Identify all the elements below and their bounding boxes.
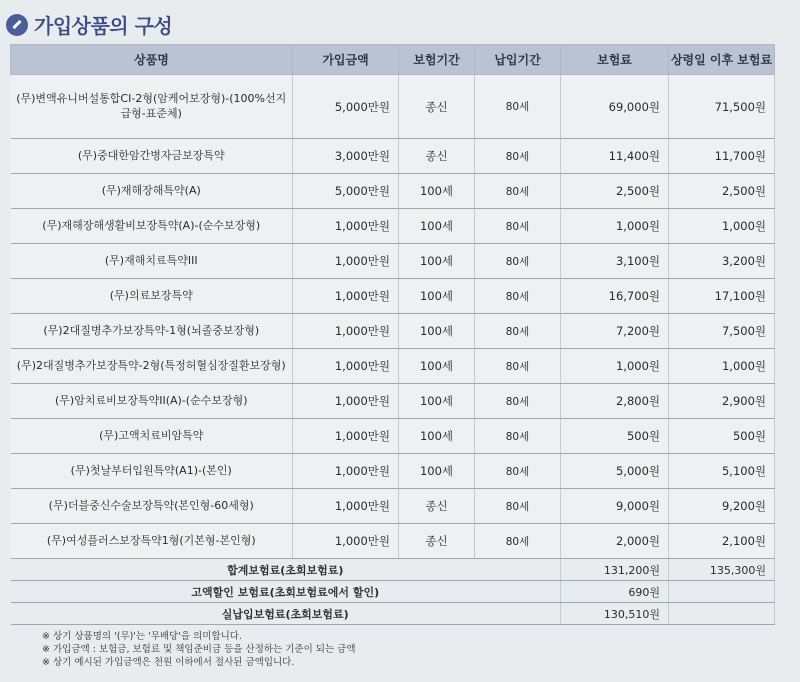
footnote: ※ 상기 상품명의 '(무)'는 '무배당'을 의미합니다.: [42, 630, 356, 643]
premium-cell: 16,700원: [561, 279, 669, 314]
amount-cell: 1,000만원: [293, 384, 399, 419]
premium-cell: 1,000원: [561, 209, 669, 244]
summary-premium: 130,510원: [561, 603, 669, 625]
premium-after-cell: 500원: [669, 419, 775, 454]
amount-cell: 1,000만원: [293, 419, 399, 454]
insurance-period-cell: 100세: [399, 279, 475, 314]
premium-after-cell: 2,500원: [669, 174, 775, 209]
summary-row: [11, 581, 775, 603]
amount-cell: 3,000만원: [293, 139, 399, 174]
table-row: [11, 279, 775, 314]
section-title: [6, 10, 172, 39]
summary-row: [11, 603, 775, 625]
summary-label: 고액할인 보험료(초회보험료에서 할인): [11, 581, 561, 603]
amount-cell: 1,000만원: [293, 489, 399, 524]
payment-period-cell: 80세: [475, 524, 561, 559]
table-row: [11, 419, 775, 454]
premium-cell: 2,000원: [561, 524, 669, 559]
product-table: [10, 44, 775, 625]
premium-after-cell: 71,500원: [669, 75, 775, 139]
payment-period-cell: 80세: [475, 454, 561, 489]
premium-cell: 2,500원: [561, 174, 669, 209]
table-row: [11, 489, 775, 524]
insurance-period-cell: 100세: [399, 209, 475, 244]
premium-after-cell: 1,000원: [669, 349, 775, 384]
insurance-period-cell: 100세: [399, 244, 475, 279]
product-name-cell: (무)재해장해특약(A): [11, 174, 293, 209]
amount-cell: 5,000만원: [293, 174, 399, 209]
header-product-name: 상품명: [11, 45, 293, 75]
insurance-period-cell: 100세: [399, 174, 475, 209]
summary-premium: 131,200원: [561, 559, 669, 581]
insurance-period-cell: 100세: [399, 454, 475, 489]
premium-after-cell: 5,100원: [669, 454, 775, 489]
payment-period-cell: 80세: [475, 209, 561, 244]
premium-cell: 5,000원: [561, 454, 669, 489]
product-name-cell: (무)첫날부터입원특약(A1)-(본인): [11, 454, 293, 489]
section-title-text: 가입상품의 구성: [34, 14, 173, 38]
table-row: [11, 244, 775, 279]
payment-period-cell: 80세: [475, 489, 561, 524]
product-name-cell: (무)암치료비보장특약II(A)-(순수보장형): [11, 384, 293, 419]
insurance-period-cell: 100세: [399, 384, 475, 419]
summary-premium-after: [669, 603, 775, 625]
table-row: [11, 349, 775, 384]
premium-cell: 2,800원: [561, 384, 669, 419]
premium-cell: 9,000원: [561, 489, 669, 524]
table-row: [11, 454, 775, 489]
payment-period-cell: 80세: [475, 139, 561, 174]
premium-cell: 1,000원: [561, 349, 669, 384]
product-name-cell: (무)재해장해생활비보장특약(A)-(순수보장형): [11, 209, 293, 244]
premium-after-cell: 7,500원: [669, 314, 775, 349]
footnote: ※ 가입금액 : 보험금, 보험료 및 책임준비금 등을 산정하는 기준이 되는 금액: [42, 643, 356, 656]
payment-period-cell: 80세: [475, 279, 561, 314]
amount-cell: 1,000만원: [293, 349, 399, 384]
header-premium: 보험료: [561, 45, 669, 75]
summary-label: 합계보험료(초회보험료): [11, 559, 561, 581]
premium-cell: 7,200원: [561, 314, 669, 349]
pencil-icon: [6, 14, 28, 36]
header-premium-after: 상령일 이후 보험료: [669, 45, 775, 75]
premium-after-cell: 2,900원: [669, 384, 775, 419]
premium-cell: 11,400원: [561, 139, 669, 174]
table-row: [11, 314, 775, 349]
payment-period-cell: 80세: [475, 244, 561, 279]
premium-after-cell: 17,100원: [669, 279, 775, 314]
table-row: [11, 75, 775, 139]
table-row: [11, 174, 775, 209]
premium-after-cell: 11,700원: [669, 139, 775, 174]
premium-after-cell: 9,200원: [669, 489, 775, 524]
payment-period-cell: 80세: [475, 314, 561, 349]
summary-row: [11, 559, 775, 581]
header-insurance-period: 보험기간: [399, 45, 475, 75]
product-name-cell: (무)재해치료특약III: [11, 244, 293, 279]
table-row: [11, 139, 775, 174]
product-name-cell: (무)더블중신수술보장특약(본인형-60세형): [11, 489, 293, 524]
insurance-period-cell: 종신: [399, 489, 475, 524]
product-name-cell: (무)의료보장특약: [11, 279, 293, 314]
product-name-cell: (무)2대질병추가보장특약-1형(뇌졸중보장형): [11, 314, 293, 349]
product-name-cell: (무)중대한암간병자금보장특약: [11, 139, 293, 174]
insurance-period-cell: 100세: [399, 349, 475, 384]
header-amount: 가입금액: [293, 45, 399, 75]
table-row: [11, 209, 775, 244]
product-name-cell: (무)고액치료비암특약: [11, 419, 293, 454]
insurance-period-cell: 종신: [399, 75, 475, 139]
footnote: ※ 상기 예시된 가입금액은 천원 이하에서 절사된 금액입니다.: [42, 656, 356, 669]
premium-after-cell: 3,200원: [669, 244, 775, 279]
amount-cell: 1,000만원: [293, 244, 399, 279]
payment-period-cell: 80세: [475, 419, 561, 454]
summary-label: 실납입보험료(초회보험료): [11, 603, 561, 625]
product-name-cell: (무)2대질병추가보장특약-2형(특정허혈심장질환보장형): [11, 349, 293, 384]
insurance-period-cell: 종신: [399, 524, 475, 559]
insurance-period-cell: 100세: [399, 419, 475, 454]
table-header-row: [11, 45, 775, 75]
table-row: [11, 524, 775, 559]
product-name-cell: (무)변액유니버설통합CI-2형(암케어보장형)-(100%선지급형-표준체): [11, 75, 293, 139]
payment-period-cell: 80세: [475, 349, 561, 384]
premium-cell: 69,000원: [561, 75, 669, 139]
amount-cell: 5,000만원: [293, 75, 399, 139]
summary-premium: 690원: [561, 581, 669, 603]
summary-premium-after: [669, 581, 775, 603]
premium-cell: 3,100원: [561, 244, 669, 279]
insurance-period-cell: 종신: [399, 139, 475, 174]
premium-after-cell: 2,100원: [669, 524, 775, 559]
table-row: [11, 384, 775, 419]
premium-cell: 500원: [561, 419, 669, 454]
footnotes: [42, 630, 356, 669]
amount-cell: 1,000만원: [293, 209, 399, 244]
header-payment-period: 납입기간: [475, 45, 561, 75]
amount-cell: 1,000만원: [293, 524, 399, 559]
product-name-cell: (무)여성플러스보장특약1형(기본형-본인형): [11, 524, 293, 559]
payment-period-cell: 80세: [475, 384, 561, 419]
amount-cell: 1,000만원: [293, 454, 399, 489]
summary-premium-after: 135,300원: [669, 559, 775, 581]
amount-cell: 1,000만원: [293, 314, 399, 349]
amount-cell: 1,000만원: [293, 279, 399, 314]
premium-after-cell: 1,000원: [669, 209, 775, 244]
payment-period-cell: 80세: [475, 75, 561, 139]
insurance-period-cell: 100세: [399, 314, 475, 349]
payment-period-cell: 80세: [475, 174, 561, 209]
